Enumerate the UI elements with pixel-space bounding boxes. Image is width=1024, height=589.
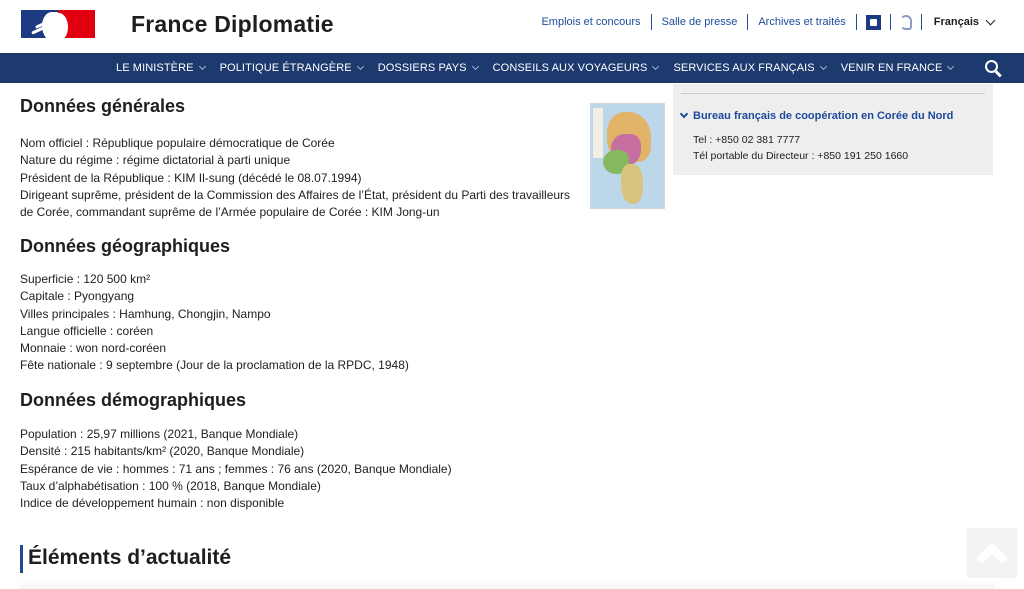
demographics-line: Espérance de vie : hommes : 71 ans ; femmes : 76 ans (2020, Banque Mondiale) <box>20 461 452 476</box>
nav-item-politique-etrangere[interactable] <box>220 62 363 74</box>
divider <box>681 93 985 94</box>
nav-item-label: VENIR EN FRANCE <box>840 62 943 74</box>
general-line: de Corée, commandant suprême de l’Armée populaire de Corée : KIM Jong-un <box>20 205 440 220</box>
chevron-down-icon <box>680 110 688 118</box>
geography-line: Superficie : 120 500 km² <box>20 272 151 286</box>
logo-red-panel <box>58 10 95 38</box>
nav-item-ministere[interactable] <box>116 62 205 74</box>
chevron-down-icon <box>947 63 954 70</box>
country-map-thumbnail[interactable] <box>590 103 665 209</box>
section-title-news: Éléments d’actualité <box>28 546 232 569</box>
section-title-general: Données générales <box>20 96 186 116</box>
nav-item-venir-en-france[interactable] <box>841 62 954 74</box>
geography-line: Langue officielle : coréen <box>20 323 154 338</box>
link-salle-de-presse[interactable]: Salle de presse <box>652 14 749 30</box>
main-navigation <box>0 53 1024 83</box>
chevron-down-icon <box>820 63 827 70</box>
section-title-geography: Données géographiques <box>20 236 231 256</box>
next-content-edge <box>20 580 995 589</box>
contact-card <box>673 84 993 175</box>
demographics-line: Indice de développement humain : non disponible <box>20 496 285 511</box>
sign-language-button[interactable] <box>857 14 891 30</box>
nav-item-label: CONSEILS AUX VOYAGEURS <box>492 62 648 74</box>
sign-language-icon <box>866 15 881 30</box>
top-header <box>0 0 1024 53</box>
demographics-data-list <box>20 426 452 512</box>
chevron-down-icon <box>199 63 206 70</box>
section-title-demographics: Données démographiques <box>20 390 247 410</box>
contact-info <box>693 132 908 164</box>
chevron-down-icon <box>652 63 659 70</box>
bureau-title: Bureau français de coopération en Corée du Nord <box>693 110 954 122</box>
chevron-down-icon <box>357 63 364 70</box>
demographics-line: Population : 25,97 millions (2021, Banque Mondiale) <box>20 427 299 441</box>
arrow-up-icon <box>976 542 1007 573</box>
geography-line: Capitale : Pyongyang <box>20 289 135 304</box>
link-archives[interactable]: Archives et traités <box>748 14 856 30</box>
general-line: Nom officiel : République populaire démocratique de Corée <box>20 136 335 150</box>
general-line: Nature du régime : régime dictatorial à parti unique <box>20 153 291 168</box>
chevron-down-icon <box>472 63 479 70</box>
bureau-link[interactable] <box>681 110 953 122</box>
chevron-down-icon <box>986 15 996 25</box>
nav-item-label: SERVICES AUX FRANÇAIS <box>673 62 815 74</box>
geography-data-list <box>20 271 409 375</box>
general-line: Dirigeant suprême, président de la Commission des Affaires de l’État, président du Parti des travailleurs <box>20 187 571 202</box>
nav-item-conseils-voyageurs[interactable] <box>493 62 659 74</box>
nav-item-label: DOSSIERS PAYS <box>377 62 467 74</box>
nav-item-label: POLITIQUE ÉTRANGÈRE <box>219 62 352 74</box>
geography-line: Monnaie : won nord-coréen <box>20 341 167 356</box>
nav-item-label: LE MINISTÈRE <box>116 62 194 74</box>
demographics-line: Densité : 215 habitants/km² (2020, Banque Mondiale) <box>20 444 305 459</box>
ear-icon <box>900 15 912 30</box>
general-data-list <box>20 135 600 221</box>
logo-blue-panel <box>21 10 58 38</box>
link-emplois[interactable]: Emplois et concours <box>541 14 651 30</box>
search-button[interactable] <box>985 60 1002 77</box>
back-to-top-button[interactable] <box>967 528 1017 578</box>
general-line: Président de la République : KIM Il-sung (décédé le 08.07.1994) <box>20 170 362 185</box>
language-label: Français <box>933 16 979 28</box>
language-selector[interactable] <box>922 16 994 28</box>
hearing-button[interactable] <box>891 14 922 30</box>
contact-tel: Tel : +850 02 381 7777 <box>693 134 801 146</box>
section-accent-bar <box>20 545 23 573</box>
nav-item-dossiers-pays[interactable] <box>378 62 478 74</box>
contact-mobile: Tél portable du Directeur : +850 191 250 1660 <box>693 150 909 162</box>
nav-item-services-francais[interactable] <box>673 62 825 74</box>
republique-francaise-logo[interactable] <box>21 10 95 38</box>
site-title[interactable]: France Diplomatie <box>131 11 334 37</box>
geography-line: Villes principales : Hamhung, Chongjin, Nampo <box>20 306 271 321</box>
utility-links <box>541 14 994 30</box>
demographics-line: Taux d’alphabétisation : 100 % (2018, Banque Mondiale) <box>20 478 321 493</box>
geography-line: Fête nationale : 9 septembre (Jour de la proclamation de la RPDC, 1948) <box>20 358 409 373</box>
